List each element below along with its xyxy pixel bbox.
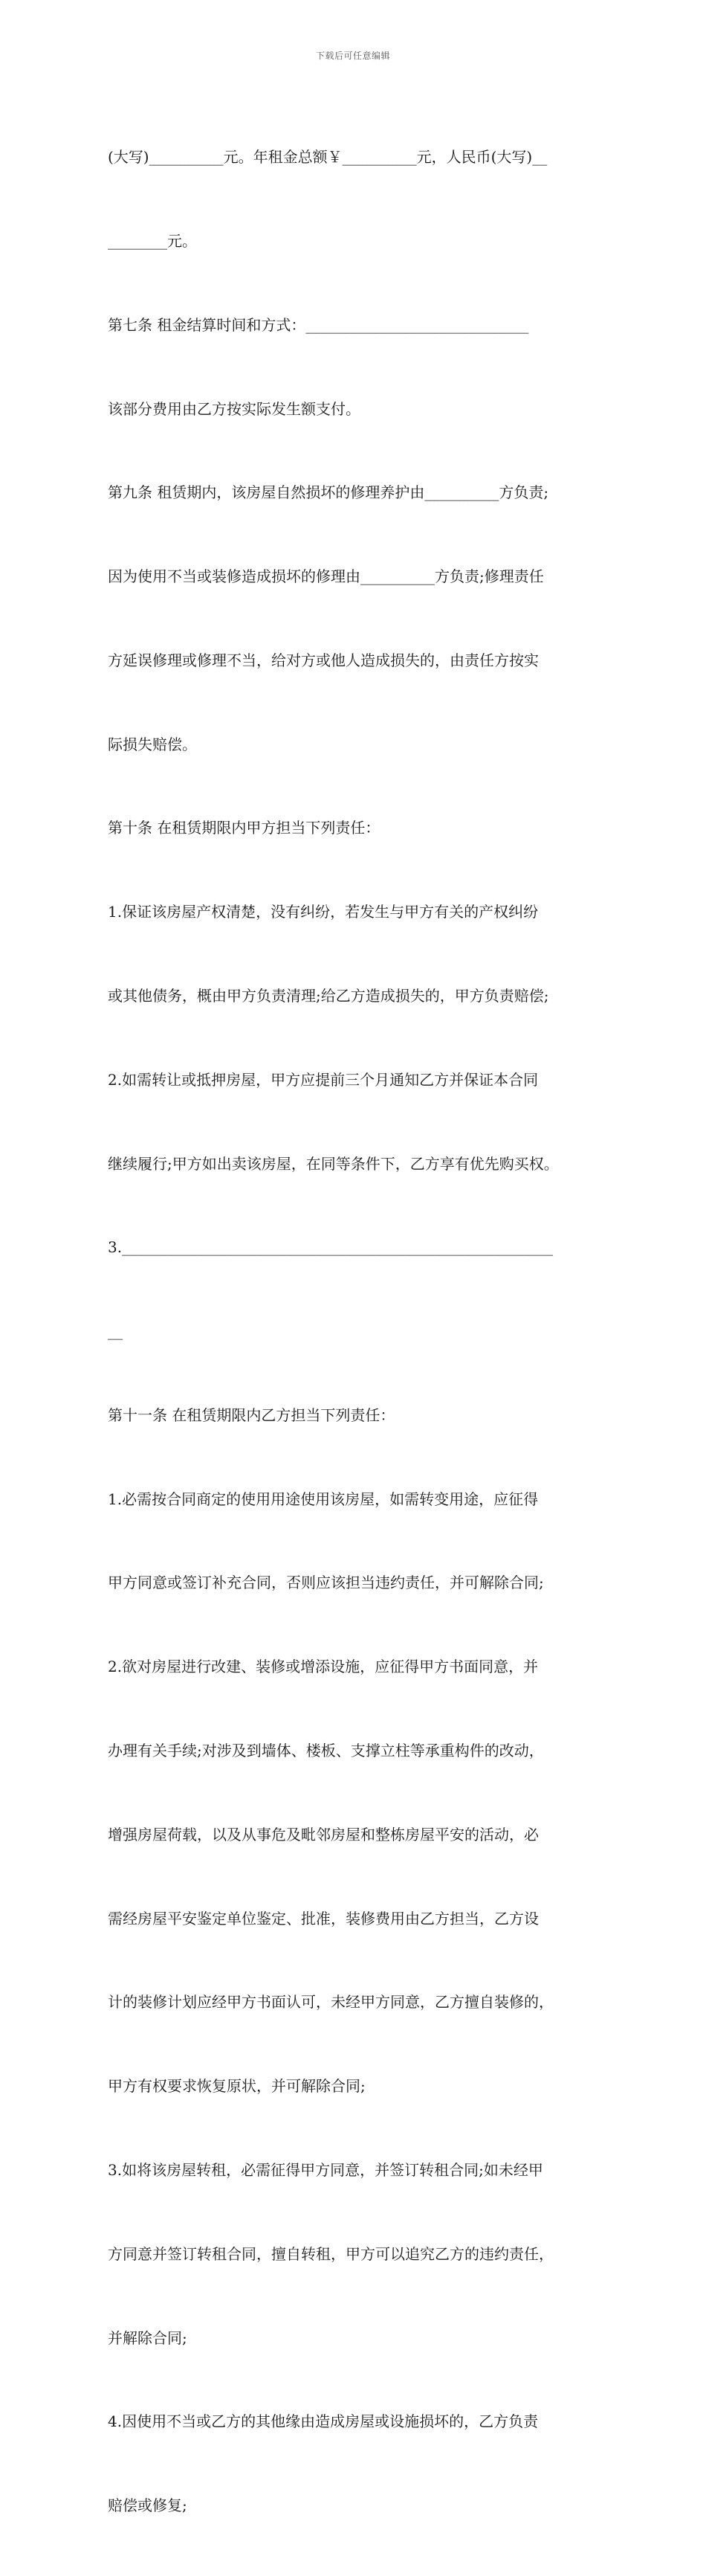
page-header: 下载后可任意编辑 (315, 51, 390, 61)
text-line: 第九条 租赁期内，该房屋自然损坏的修理养护由__________方负责; (108, 483, 549, 502)
text-line: 3.__________________________________________________________ (108, 1238, 554, 1257)
text-line: 或其他债务，概由甲方负责清理;给乙方造成损失的，甲方负责赔偿; (108, 987, 549, 1005)
text-line: (大写)__________元。年租金总额￥__________元，人民币(大写)__ (108, 148, 548, 167)
text-line: 赔偿或修复; (108, 2496, 187, 2515)
text-line: 4.因使用不当或乙方的其他缘由造成房屋或设施损坏的，乙方负责 (108, 2412, 539, 2431)
text-line: 方同意并签订转租合同，擅自转租，甲方可以追究乙方的违约责任， (108, 2244, 554, 2263)
text-line: 1.保证该房屋产权清楚，没有纠纷，若发生与甲方有关的产权纠纷 (108, 903, 539, 921)
text-line: 第七条 租金结算时间和方式：______________________________ (108, 315, 529, 334)
text-line: 甲方有权要求恢复原状，并可解除合同; (108, 2077, 366, 2096)
text-line: 该部分费用由乙方按实际发生额支付。 (108, 399, 360, 418)
text-line: 办理有关手续;对涉及到墙体、楼板、支撑立柱等承重构件的改动， (108, 1742, 544, 1760)
text-line: 需经房屋平安鉴定单位鉴定、批准，装修费用由乙方担当，乙方设 (108, 1909, 539, 1928)
text-line: 际损失赔偿。 (108, 735, 197, 753)
text-line: 方延误修理或修理不当，给对方或他人造成损失的，由责任方按实 (108, 651, 539, 669)
text-line: 甲方同意或签订补充合同，否则应该担当违约责任，并可解除合同; (108, 1574, 544, 1592)
text-line: 2.欲对房屋进行改建、装修或增添设施，应征得甲方书面同意，并 (108, 1658, 539, 1676)
contract-body (108, 88, 604, 2576)
text-line: 继续履行;甲方如出卖该房屋，在同等条件下，乙方享有优先购买权。 (108, 1154, 559, 1173)
text-line: 因为使用不当或装修造成损坏的修理由__________方负责;修理责任 (108, 567, 544, 586)
text-line: __ (108, 1322, 123, 1341)
text-line: 第十条 在租赁期限内甲方担当下列责任： (108, 819, 380, 837)
text-line: 并解除合同; (108, 2328, 187, 2347)
text-line: 2.如需转让或抵押房屋，甲方应提前三个月通知乙方并保证本合同 (108, 1070, 539, 1089)
text-line: 计的装修计划应经甲方书面认可，未经甲方同意，乙方擅自装修的， (108, 1993, 554, 2012)
text-line: 1.必需按合同商定的使用用途使用该房屋，如需转变用途，应征得 (108, 1490, 539, 1508)
text-line: ________元。 (108, 231, 197, 250)
text-line: 3.如将该房屋转租，必需征得甲方同意，并签订转租合同;如未经甲 (108, 2160, 543, 2179)
text-line: 第十一条 在租赁期限内乙方担当下列责任： (108, 1405, 395, 1424)
text-line: 增强房屋荷载，以及从事危及毗邻房屋和整栋房屋平安的活动，必 (108, 1825, 539, 1844)
